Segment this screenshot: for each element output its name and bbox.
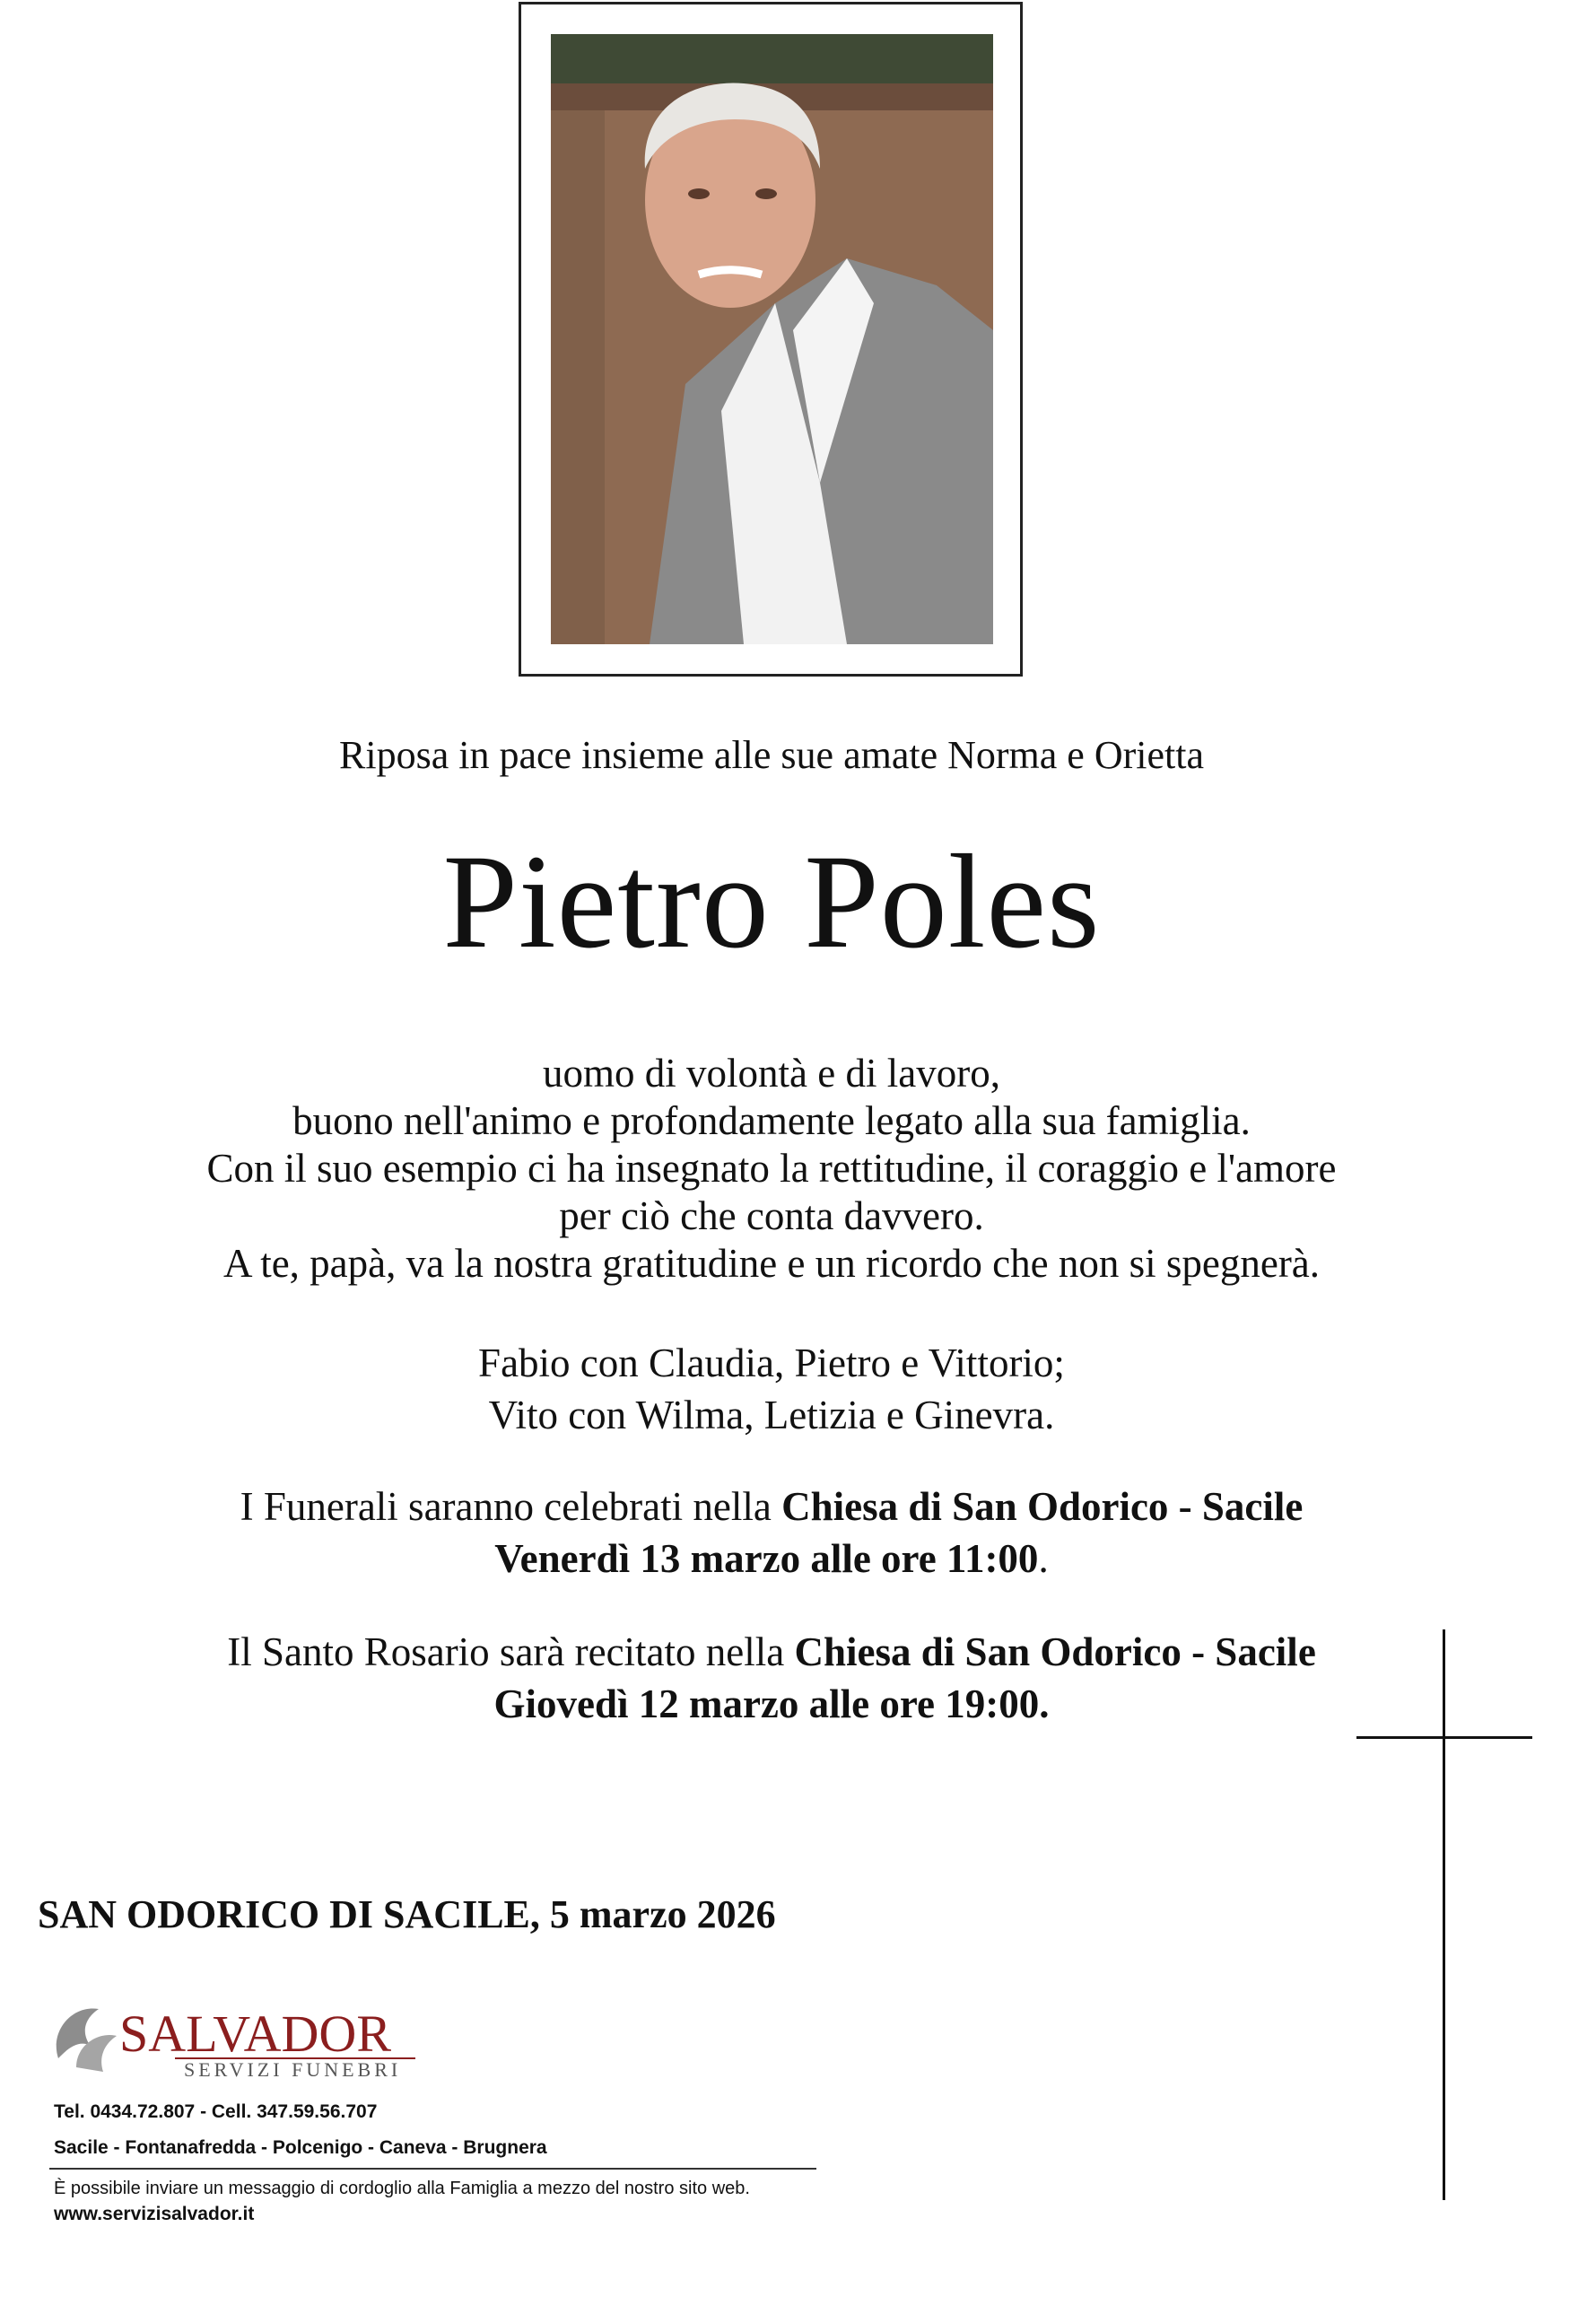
family-line: Fabio con Claudia, Pietro e Vittorio; <box>478 1341 1065 1385</box>
portrait-illustration <box>551 34 993 644</box>
cross-icon-horizontal <box>1356 1736 1532 1739</box>
subtitle-text: Riposa in pace insieme alle sue amate Norma e Orietta <box>339 733 1204 777</box>
website-link[interactable]: www.servizisalvador.it <box>54 2204 255 2224</box>
funeral-intro: I Funerali saranno celebrati nella <box>240 1484 782 1529</box>
family-list <box>0 1337 1543 1441</box>
footer-divider <box>49 2168 816 2170</box>
family-line: Vito con Wilma, Letizia e Ginevra. <box>488 1393 1055 1437</box>
place-date: SAN ODORICO DI SACILE, 5 marzo 2026 <box>38 1892 776 1936</box>
rosary-church: Chiesa di San Odorico - Sacile <box>794 1629 1316 1674</box>
eulogy-line: buono nell'animo e profondamente legato alla sua famiglia. <box>292 1098 1251 1143</box>
deceased-name: Pietro Poles <box>442 827 1101 976</box>
eulogy-line: uomo di volontà e di lavoro, <box>543 1051 1000 1096</box>
logo-brand-sub: SERVIZI FUNEBRI <box>184 2058 402 2081</box>
portrait-frame <box>519 2 1023 677</box>
funeral-end: . <box>1038 1536 1049 1581</box>
logo-brand-s: SALVADOR <box>119 2004 391 2063</box>
rosary-intro: Il Santo Rosario sarà recitato nella <box>227 1629 795 1674</box>
rosary-datetime: Giovedì 12 marzo alle ore 19:00. <box>493 1681 1050 1726</box>
portrait-photo <box>551 34 993 644</box>
service-towns: Sacile - Fontanafredda - Polcenigo - Caneva - Brugnera <box>54 2137 547 2158</box>
eulogy-line: Con il suo esempio ci ha insegnato la rettitudine, il coraggio e l'amore <box>206 1146 1337 1191</box>
funeral-datetime: Venerdì 13 marzo alle ore 11:00 <box>494 1536 1039 1581</box>
salvador-logo <box>49 1996 417 2085</box>
eulogy-text <box>0 1050 1543 1288</box>
funeral-church: Chiesa di San Odorico - Sacile <box>781 1484 1304 1529</box>
condolence-note: È possibile inviare un messaggio di cordoglio alla Famiglia a mezzo del nostro sito web. <box>54 2179 750 2198</box>
rosary-info <box>0 1626 1543 1730</box>
contact-phone: Tel. 0434.72.807 - Cell. 347.59.56.707 <box>54 2101 378 2122</box>
eulogy-line: per ciò che conta davvero. <box>559 1193 984 1238</box>
funeral-info <box>0 1480 1543 1585</box>
eulogy-line: A te, papà, va la nostra gratitudine e un ricordo che non si spegnerà. <box>222 1241 1321 1286</box>
cross-icon-vertical <box>1443 1629 1445 2200</box>
